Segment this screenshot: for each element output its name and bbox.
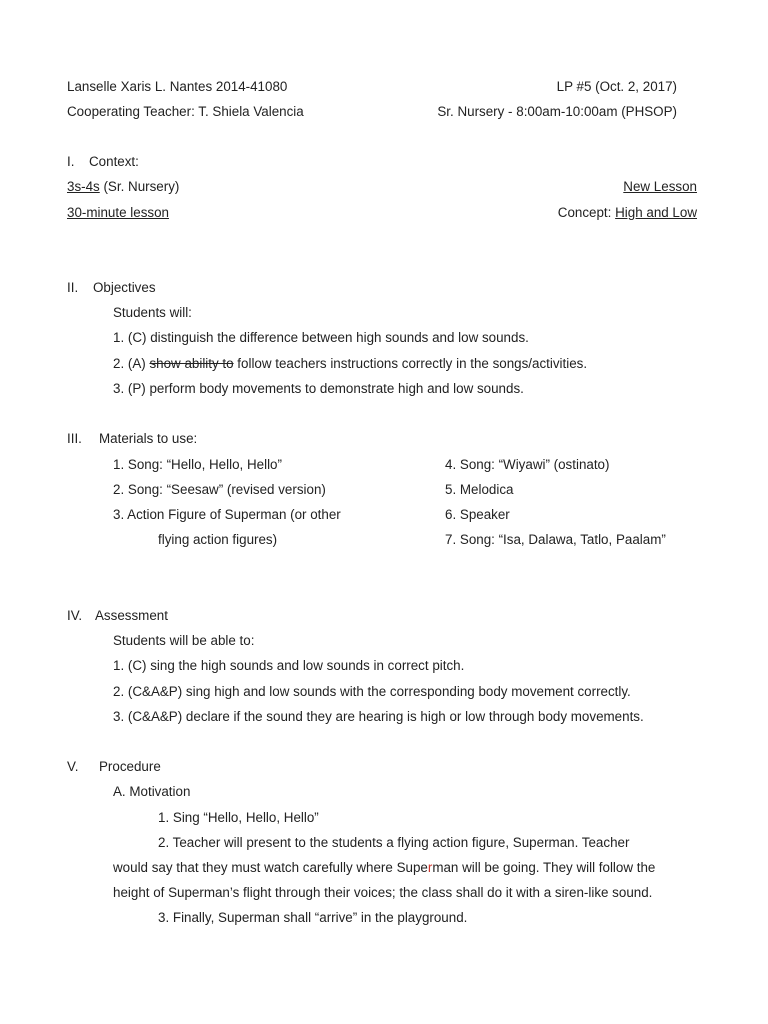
procedure-step: 2. Teacher will present to the students a flying action figure, Superman. Teacher [158, 835, 630, 850]
procedure-step-continued [113, 859, 655, 876]
objective-item [113, 355, 587, 372]
section-number: I. [67, 154, 75, 169]
assessment-heading [67, 607, 168, 624]
class-schedule: Sr. Nursery - 8:00am-10:00am (PHSOP) [437, 104, 677, 119]
objective-item: 1. (C) distinguish the difference between high sounds and low sounds. [113, 330, 529, 345]
lesson-plan-number: LP #5 (Oct. 2, 2017) [556, 79, 677, 94]
material-item: 1. Song: “Hello, Hello, Hello” [113, 457, 282, 472]
section-title: Context: [89, 154, 139, 169]
material-item: 5. Melodica [445, 482, 514, 497]
step-text: would say that they must watch carefully where Supe [113, 860, 428, 875]
objective-prefix: 2. (A) [113, 356, 150, 371]
procedure-heading [67, 758, 161, 775]
section-title: Materials to use: [99, 431, 198, 446]
assessment-item: 2. (C&A&P) sing high and low sounds with the corresponding body movement correctly. [113, 684, 631, 699]
material-item-continued: flying action figures) [158, 532, 278, 547]
material-item: 6. Speaker [445, 507, 510, 522]
author-line: Lanselle Xaris L. Nantes 2014-41080 [67, 79, 288, 94]
age-group: 3s-4s [67, 179, 100, 194]
section-number: IV. [67, 608, 83, 623]
step-text: man will be going. They will follow the [432, 860, 656, 875]
lesson-duration: 30-minute lesson [67, 205, 169, 220]
procedure-step: 3. Finally, Superman shall “arrive” in the playground. [158, 910, 468, 925]
material-item: 3. Action Figure of Superman (or other [113, 507, 341, 522]
assessment-intro: Students will be able to: [113, 633, 255, 648]
material-item: 2. Song: “Seesaw” (revised version) [113, 482, 326, 497]
procedure-subheading: A. Motivation [113, 784, 191, 799]
assessment-item: 1. (C) sing the high sounds and low sounds in correct pitch. [113, 658, 465, 673]
lesson-type: New Lesson [623, 179, 697, 194]
concept-label: Concept: [557, 205, 616, 220]
cooperating-teacher: Cooperating Teacher: T. Shiela Valencia [67, 104, 304, 119]
procedure-step: 1. Sing “Hello, Hello, Hello” [158, 810, 319, 825]
section-number: II. [67, 280, 79, 295]
assessment-item: 3. (C&A&P) declare if the sound they are hearing is high or low through body movements. [113, 709, 644, 724]
highlighted-letter: r [427, 860, 433, 875]
context-age [67, 178, 179, 195]
context-heading [67, 153, 139, 170]
material-item: 7. Song: “Isa, Dalawa, Tatlo, Paalam” [445, 532, 666, 547]
objectives-intro: Students will: [113, 305, 192, 320]
section-number: III. [67, 431, 82, 446]
section-title: Assessment [95, 608, 168, 623]
objective-text: follow teachers instructions correctly in the songs/activities. [233, 356, 588, 371]
age-group-note: (Sr. Nursery) [99, 179, 180, 194]
lesson-concept [558, 204, 697, 221]
section-title: Objectives [93, 280, 156, 295]
objectives-heading [67, 279, 156, 296]
procedure-step-continued: height of Superman’s flight through their voices; the class shall do it with a siren-like sound. [113, 885, 653, 900]
materials-heading [67, 430, 197, 447]
material-item: 4. Song: “Wiyawi” (ostinato) [445, 457, 610, 472]
section-title: Procedure [99, 759, 161, 774]
objective-item: 3. (P) perform body movements to demonstrate high and low sounds. [113, 381, 524, 396]
section-number: V. [67, 759, 79, 774]
struck-text: show ability to [149, 356, 234, 371]
concept-value: High and Low [615, 205, 697, 220]
